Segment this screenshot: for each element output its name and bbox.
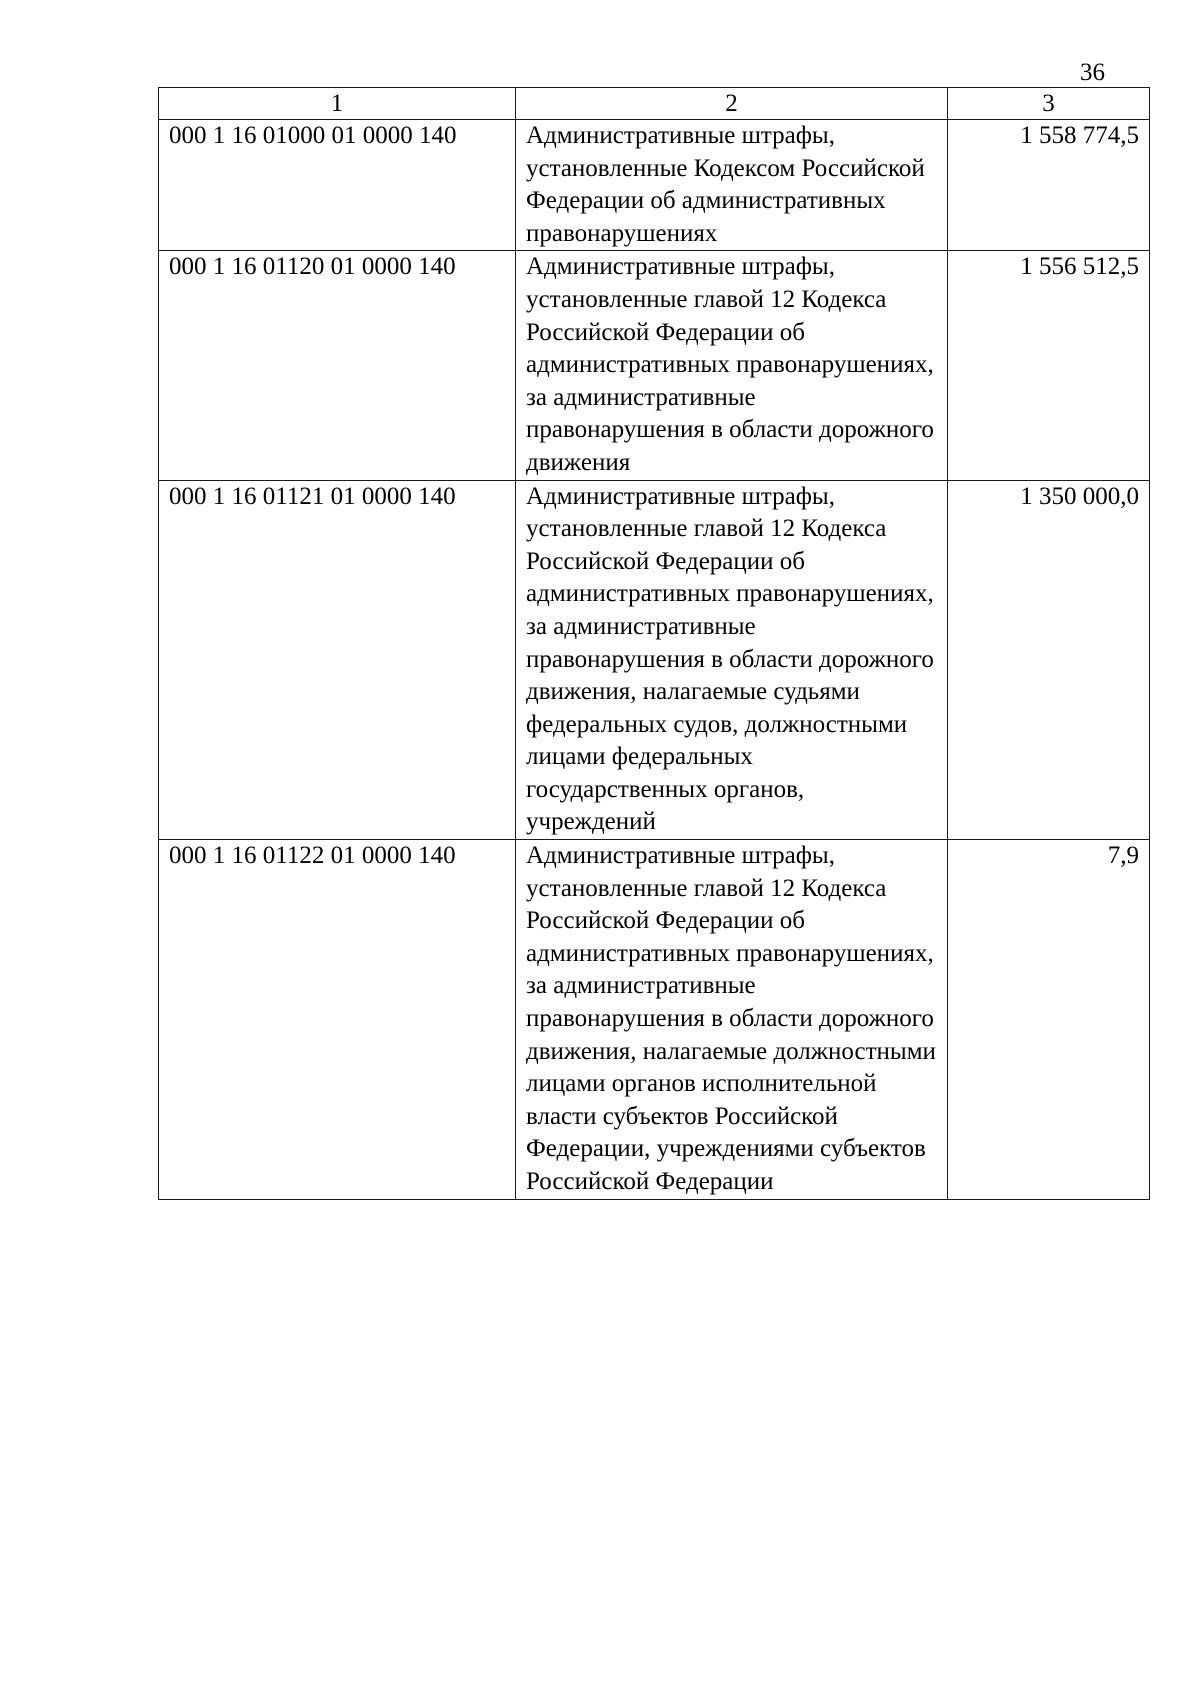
row-name: Административные штрафы, установленные главой 12 Кодекса Российской Федерации об административных правонарушениях, за административные правонарушения в области дорожного движения, налагаемые должностными лицами органов исполнительной власти субъектов Российской Федерации, учреждениями субъектов Российской Федерации bbox=[516, 840, 948, 1200]
page-number: 36 bbox=[1080, 59, 1105, 86]
table-row bbox=[159, 120, 1150, 251]
row-name: Административные штрафы, установленные Кодексом Российской Федерации об административных правонарушениях bbox=[516, 120, 948, 251]
row-amount: 1 350 000,0 bbox=[948, 480, 1150, 840]
table-header-row bbox=[159, 88, 1150, 120]
row-code: 000 1 16 01000 01 0000 140 bbox=[159, 120, 516, 251]
table-row bbox=[159, 480, 1150, 840]
table-row bbox=[159, 251, 1150, 480]
row-name: Административные штрафы, установленные главой 12 Кодекса Российской Федерации об административных правонарушениях, за административные правонарушения в области дорожного движения bbox=[516, 251, 948, 480]
column-header-1: 1 bbox=[159, 88, 516, 120]
row-code: 000 1 16 01122 01 0000 140 bbox=[159, 840, 516, 1200]
row-amount: 1 558 774,5 bbox=[948, 120, 1150, 251]
row-amount: 7,9 bbox=[948, 840, 1150, 1200]
revenue-table bbox=[158, 87, 1150, 1200]
row-name: Административные штрафы, установленные главой 12 Кодекса Российской Федерации об административных правонарушениях, за административные правонарушения в области дорожного движения, налагаемые судьями федеральных судов, должностными лицами федеральных государственных органов, учреждений bbox=[516, 480, 948, 840]
column-header-3: 3 bbox=[948, 88, 1150, 120]
row-code: 000 1 16 01121 01 0000 140 bbox=[159, 480, 516, 840]
row-code: 000 1 16 01120 01 0000 140 bbox=[159, 251, 516, 480]
column-header-2: 2 bbox=[516, 88, 948, 120]
table-row bbox=[159, 840, 1150, 1200]
row-amount: 1 556 512,5 bbox=[948, 251, 1150, 480]
